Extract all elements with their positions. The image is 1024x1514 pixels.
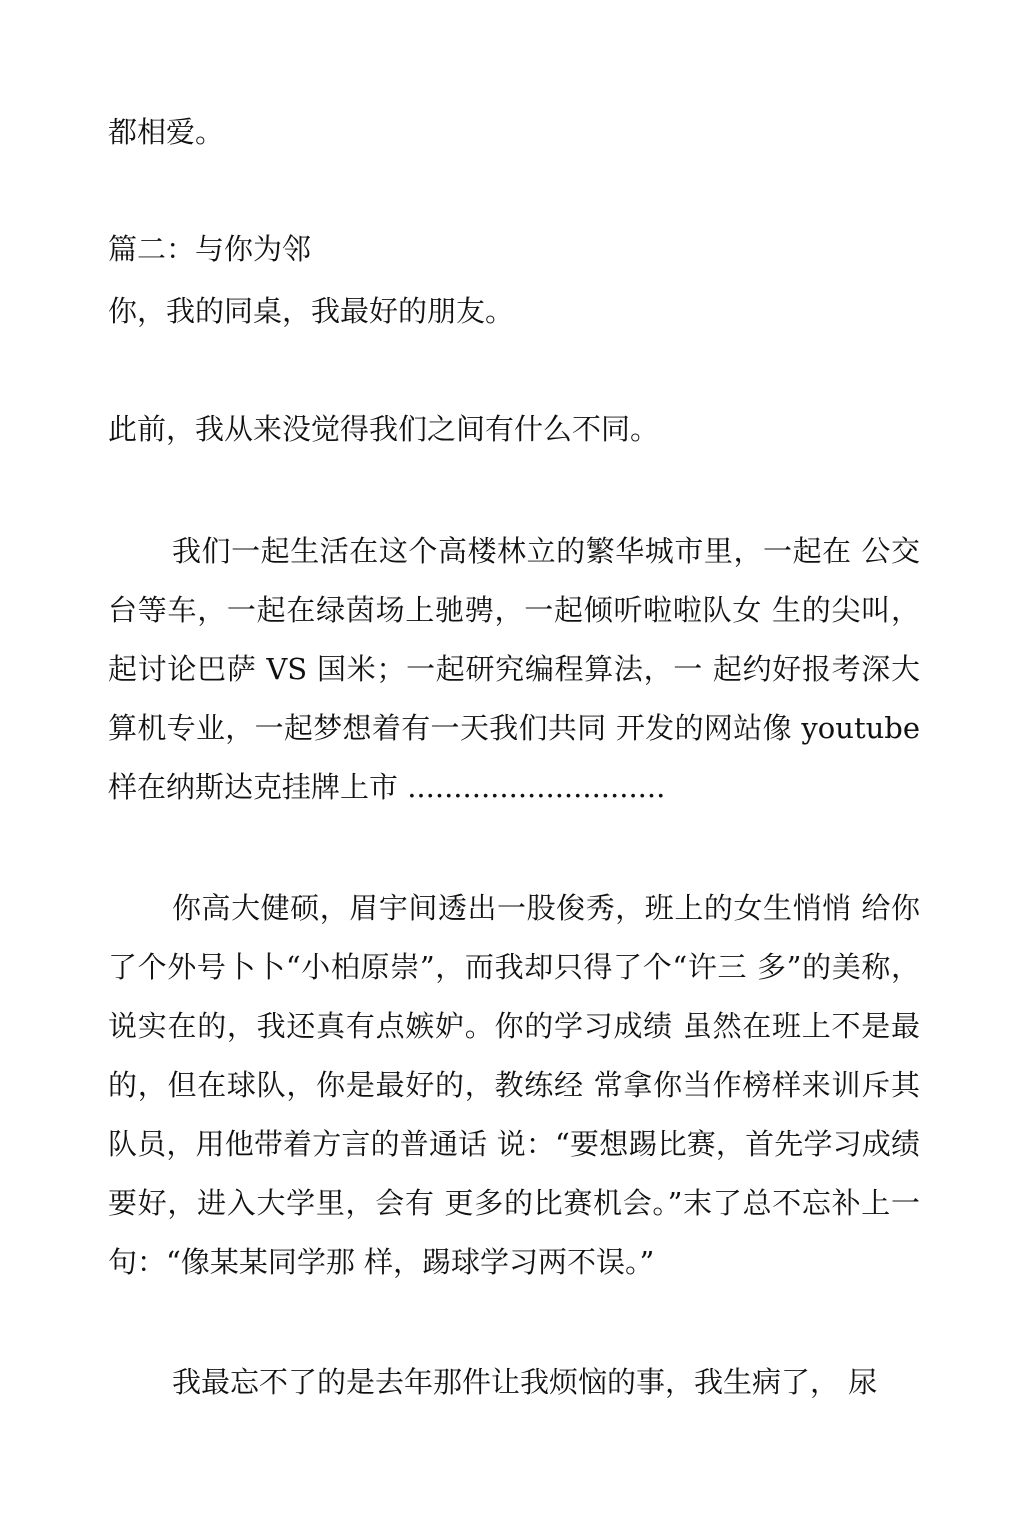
text-line: 你，我的同桌，我最好的朋友。 (108, 294, 515, 328)
paragraph-line: 说实在的，我还真有点嫉妒。你的学习成绩 虽然在班上不是最 (108, 1009, 920, 1043)
paragraph-line: 台等车，一起在绿茵场上驰骋，一起倾听啦啦队女 生的尖叫， (108, 593, 920, 627)
paragraph-line: 队员，用他带着方言的普通话 说：“要想踢比赛，首先学习成绩 (108, 1127, 920, 1161)
paragraph-line: 样在纳斯达克挂牌上市 ............................ (108, 770, 666, 804)
text-line: 都相爱。 (108, 115, 225, 149)
paragraph-line: 我最忘不了的是去年那件让我烦恼的事，我生病了， 尿 (172, 1365, 878, 1399)
paragraph-line: 了个外号卜卜“小柏原崇”，而我却只得了个“许三 多”的美称， (108, 950, 920, 984)
paragraph-line: 算机专业，一起梦想着有一天我们共同 开发的网站像 youtube (108, 711, 920, 745)
paragraph-line: 我们一起生活在这个高楼林立的繁华城市里，一起在 公交 (172, 534, 920, 568)
paragraph-line: 要好，进入大学里，会有 更多的比赛机会。”末了总不忘补上一 (108, 1186, 920, 1220)
paragraph-line: 句：“像某某同学那 样，踢球学习两不误。” (108, 1245, 655, 1279)
paragraph-line: 你高大健硕，眉宇间透出一股俊秀，班上的女生悄悄 给你 (172, 891, 920, 925)
text-line: 此前，我从来没觉得我们之间有什么不同。 (108, 412, 660, 446)
paragraph-line: 起讨论巴萨 VS 国米；一起研究编程算法，一 起约好报考深大 (108, 652, 920, 686)
section-heading: 篇二：与你为邻 (108, 232, 312, 266)
paragraph-line: 的，但在球队，你是最好的，教练经 常拿你当作榜样来训斥其 (108, 1068, 920, 1102)
